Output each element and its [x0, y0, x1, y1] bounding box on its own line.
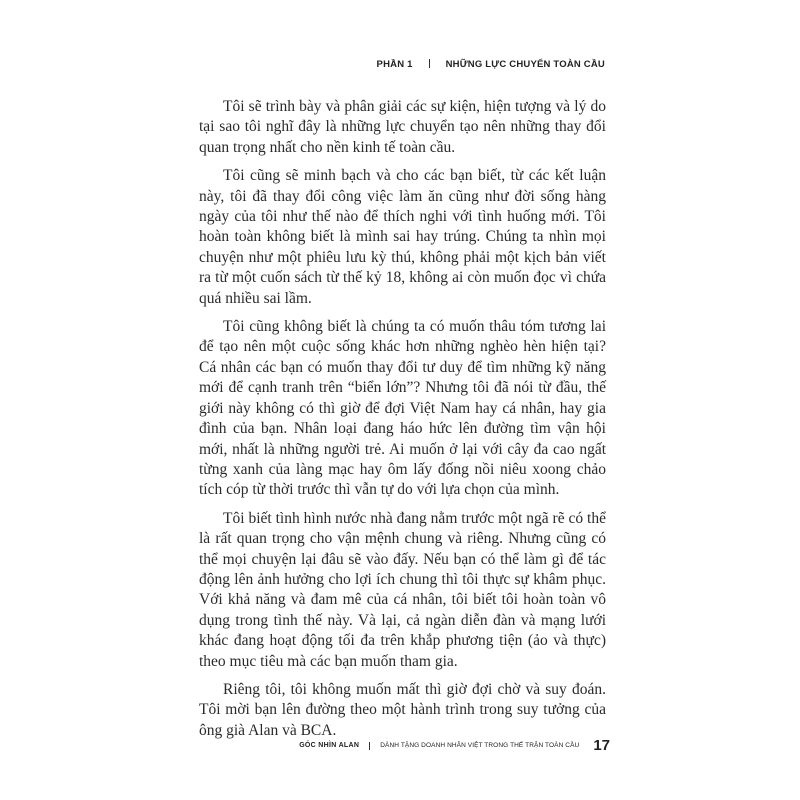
- body-text: [199, 97, 606, 749]
- running-footer: [299, 737, 610, 754]
- chapter-title: NHỮNG LỰC CHUYỂN TOÀN CẦU: [445, 59, 605, 70]
- paragraph-3: Tôi cũng không biết là chúng ta có muốn thâu tóm tương lai để tạo nên một cuộc sống khác hơn những nghèo hèn hiện tại? Cá nhân các bạn có muốn thay đổi tư duy để tìm những kỹ năng mới để cạnh tranh trên “biển lớn”? Nhưng tôi đã nói từ đầu, thế giới này không có thì giờ để đợi Việt Nam hay cá nhân, hay gia đình của bạn. Nhân loại đang háo hức lên đường tìm vận hội mới, nhất là những người trẻ. Ai muốn ở lại với cây đa cao ngất từng xanh của làng mạc hay ôm lấy đống nồi niêu xoong chảo tích cóp từ thời trước thì vẫn tự do với lựa chọn của mình.: [199, 318, 606, 499]
- paragraph-5: Riêng tôi, tôi không muốn mất thì giờ đợi chờ và suy đoán. Tôi mời bạn lên đường theo một hành trình trong suy tưởng của ông già Alan và BCA.: [199, 680, 606, 739]
- running-header: [377, 59, 605, 70]
- part-label: PHẦN 1: [376, 59, 413, 70]
- paragraph-1: Tôi sẽ trình bày và phân giải các sự kiện, hiện tượng và lý do tại sao tôi nghĩ đây là những lực chuyển tạo nên những thay đổi quan trọng nhất cho nền kinh tế toàn cầu.: [199, 98, 606, 156]
- page-number: 17: [593, 737, 610, 754]
- paragraph-4: Tôi biết tình hình nước nhà đang nằm trước một ngã rẽ có thể là rất quan trọng cho vận mệnh chung và riêng. Nhưng cũng có thể mọi chuyện lại đâu sẽ vào đấy. Nếu bạn có thể làm gì để tác động lên ảnh hưởng cho lợi ích chung thì tôi thực sự khâm phục. Với khả năng và đam mê của cá nhân, tôi biết tôi hoàn toàn vô dụng trong tình thế này. Và lại, cả ngàn diễn đàn và mạng lưới khác đang hoạt động tối đa trên khắp phương tiện (ảo và thực) theo mục tiêu mà các bạn muốn tham gia.: [199, 509, 606, 670]
- book-subtitle: DÀNH TẶNG DOANH NHÂN VIỆT TRONG THẾ TRẬN TOÀN CẦU: [380, 742, 580, 749]
- header-divider: [429, 59, 430, 68]
- series-title: GÓC NHÌN ALAN: [299, 742, 360, 749]
- paragraph-2: Tôi cũng sẽ minh bạch và cho các bạn biết, từ các kết luận này, tôi đã thay đổi công việc làm ăn cũng như đời sống hàng ngày của tôi như thế nào để thích nghi với tình huống mới. Tôi hoàn toàn không biết là mình sai hay trúng. Chúng ta nhìn mọi chuyện như một phiêu lưu kỳ thú, không phải một kịch bản viết ra từ một cuốn sách từ thế kỷ 18, không ai còn muốn đọc vì chứa quá nhiều sai lầm.: [199, 167, 606, 307]
- footer-divider: [369, 742, 370, 750]
